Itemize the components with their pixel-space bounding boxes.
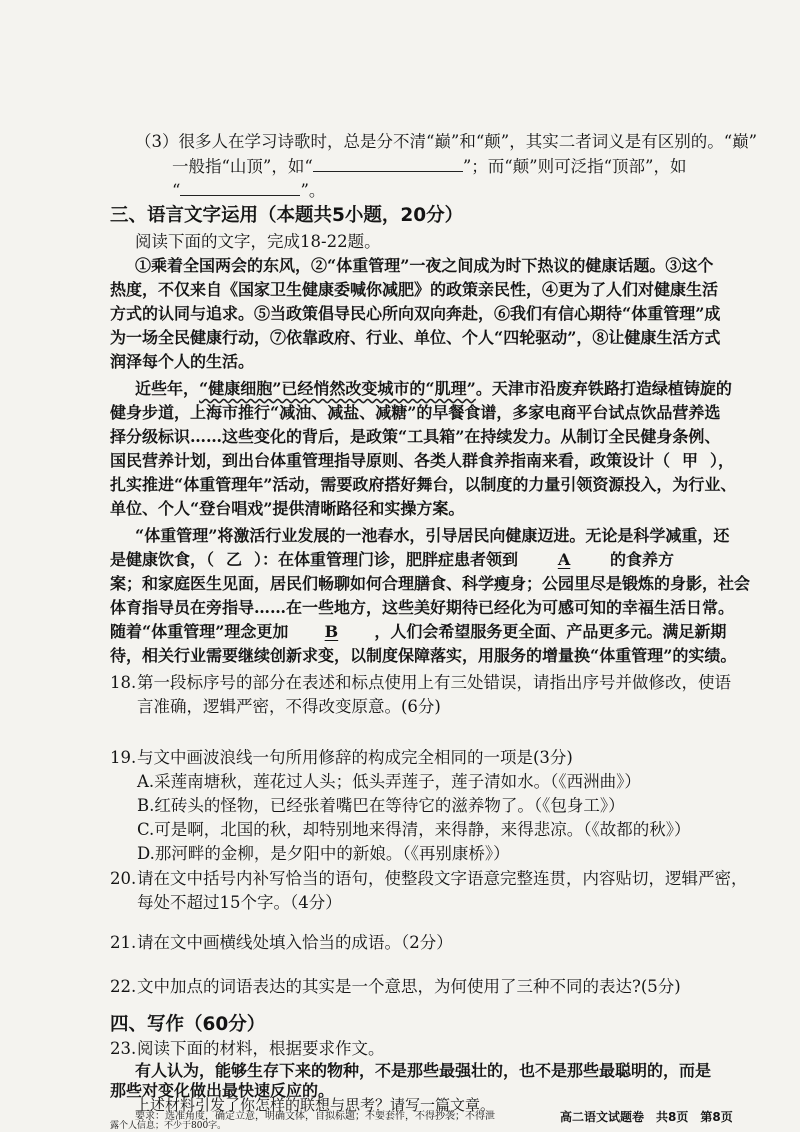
q18-line1: 第一段标序号的部分在表述和标点使用上有三处错误，请指出序号并做修改，使语 — [137, 673, 731, 692]
q17-3-line2-end: ”；而“颠”则可泛指“顶部”，如 — [462, 157, 687, 176]
q17-3-line1: （3）很多人在学习诗歌时，总是分不清“巅”和“颠”，其实二者词义是有区别的。“巅” — [135, 132, 758, 151]
p3-line5-start: 随着“体重管理”理念更加 — [110, 622, 289, 641]
p2-line4 — [110, 450, 734, 472]
material-line1: 有人认为，能够生存下来的物种，不是那些最强壮的，也不是那些最聪明的，而是 — [135, 1061, 712, 1080]
section3-heading: 三、语言文字运用（本题共5小题，20分） — [110, 205, 464, 226]
p2-line3: 择分级标识……这些变化的背后，是政策“工具箱”在持续发力。从制订全民健身条例、 — [110, 427, 721, 446]
blank-a: A — [557, 550, 571, 569]
p2-line4-end: ）， — [710, 451, 735, 470]
q22-number: 22. — [110, 977, 137, 996]
blank-jia-marker: 甲 — [682, 451, 699, 470]
q18-number: 18. — [110, 673, 137, 692]
p3-line1: “体重管理”将激活行业发展的一池春水，引导居民向健康迈进。无论是科学减重，还 — [135, 526, 730, 545]
q17-3-line3-end: ”。 — [300, 181, 326, 200]
p2-line4-start: 国民营养计划，到出台体重管理指导原则、各类人群食养指南来看，政策设计（ — [110, 451, 671, 470]
p3-line2 — [110, 549, 674, 571]
q19-option-a: A.采莲南塘秋，莲花过人头；低头弄莲子，莲子清如水。（《西洲曲》） — [137, 772, 641, 791]
requirements-line2: 露个人信息；不少于800字。 — [110, 1121, 227, 1131]
page-footer: 高二语文试题卷 共8页 第8页 — [560, 1110, 733, 1124]
p1-line2: 热度，不仅来自《国家卫生健康委喊你减肥》的政策亲民性，④更为了人们对健康生活 — [110, 280, 719, 299]
section4-heading: 四、写作（60分） — [110, 1014, 266, 1035]
p2-line5: 扎实推进“体重管理年”活动，需要政府搭好舞台，以制度的力量引领资源投入，为行业、 — [110, 475, 737, 494]
q21-text: 请在文中画横线处填入恰当的成语。（2分） — [137, 933, 453, 952]
p1-line4: 为一场全民健康行动，⑦依靠政府、行业、单位、个人“四轮驱动”，⑧让健康生活方式 — [110, 328, 721, 347]
p1-line3: 方式的认同与追求。⑤当政策倡导民心所向双向奔赴，⑥我们有信心期待“体重管理”成 — [110, 304, 721, 323]
q17-3-line2 — [172, 156, 687, 178]
p2-line6: 单位、个人“登台唱戏”提供清晰路径和实操方案。 — [110, 499, 465, 518]
writing-prompt: 上述材料引发了你怎样的联想与思考？请写一篇文章。 — [135, 1096, 496, 1114]
p3-line2-mid: ）：在体重管理门诊，肥胖症患者领到 — [254, 550, 519, 569]
q19-option-c: C.可是啊，北国的秋，却特别地来得清，来得静，来得悲凉。（《故都的秋》） — [137, 820, 691, 839]
answer-blank[interactable] — [313, 157, 463, 172]
p2-line2: 健身步道，上海市推行“减油、减盐、减糖”的早餐食谱，多家电商平台试点饮品营养选 — [110, 403, 721, 422]
q23-number: 23. — [110, 1039, 137, 1058]
blank-b: B — [324, 622, 339, 641]
p1-line1: ①乘着全国两会的东风，②“体重管理”一夜之间成为时下热议的健康话题。③这个 — [135, 256, 714, 275]
p2-line1-start: 近些年， — [135, 379, 200, 398]
answer-blank[interactable] — [180, 181, 300, 196]
p3-line3: 案；和家庭医生见面，居民们畅聊如何合理膳食、科学瘦身；公园里尽是锻炼的身影，社会 — [110, 574, 751, 593]
q17-3-line2-start: 一般指“山顶”，如“ — [172, 157, 313, 176]
p3-line2-start: 是健康饮食，（ — [110, 550, 215, 569]
q19-option-d: D.那河畔的金柳，是夕阳中的新娘。（《再别康桥》） — [137, 844, 510, 863]
p3-line6: 待，相关行业需要继续创新求变，以制度保障落实，用服务的增量换“体重管理”的实绩。 — [110, 646, 737, 665]
material-line2: 那些对变化做出最快速反应的。 — [110, 1081, 335, 1100]
q22-text: 文中加点的词语表达的其实是一个意思，为何使用了三种不同的表达?(5分) — [137, 977, 681, 996]
q18-line2: 言准确，逻辑严密，不得改变原意。(6分) — [137, 697, 441, 716]
q17-3-line3 — [172, 180, 325, 202]
wavy-underlined-sentence: “健康细胞”已经悄然改变城市的“肌理” — [199, 379, 476, 398]
q19-stem: 与文中画波浪线一句所用修辞的构成完全相同的一项是(3分) — [137, 748, 573, 767]
q23-stem: 阅读下面的材料，根据要求作文。 — [137, 1039, 385, 1058]
p1-line5: 润泽每个人的生活。 — [110, 352, 255, 371]
q19-number: 19. — [110, 748, 137, 767]
p3-line4: 体育指导员在旁指导……在一些地方，这些美好期待已经化为可感可知的幸福生活日常。 — [110, 598, 735, 617]
q21-number: 21. — [110, 933, 137, 952]
section3-intro: 阅读下面的文字，完成18-22题。 — [135, 232, 381, 251]
q20-number: 20. — [110, 869, 137, 888]
p3-line5 — [110, 621, 726, 643]
q19-option-b: B.红砖头的怪物，已经张着嘴巴在等待它的滋养物了。（《包身工》） — [137, 796, 625, 815]
q20-line1: 请在文中括号内补写恰当的语句，使整段文字语意完整连贯，内容贴切，逻辑严密， — [137, 869, 748, 888]
blank-yi-marker: 乙 — [226, 550, 243, 569]
p2-line1 — [135, 378, 732, 400]
requirements-line1: 要求：选准角度，确定立意，明确文体，自拟标题；不要套作，不得抄袭；不得泄 — [135, 1111, 495, 1122]
q17-3-line3-start: “ — [172, 181, 181, 200]
p3-line2-end: 的食养方 — [610, 550, 675, 569]
q20-line2: 每处不超过15个字。（4分） — [137, 893, 342, 912]
p2-line1-end: 。天津市沿废弃铁路打造绿植铸旋的 — [475, 379, 732, 398]
p3-line5-end: ，人们会希望服务更全面、产品更多元。满足新期 — [374, 622, 727, 641]
